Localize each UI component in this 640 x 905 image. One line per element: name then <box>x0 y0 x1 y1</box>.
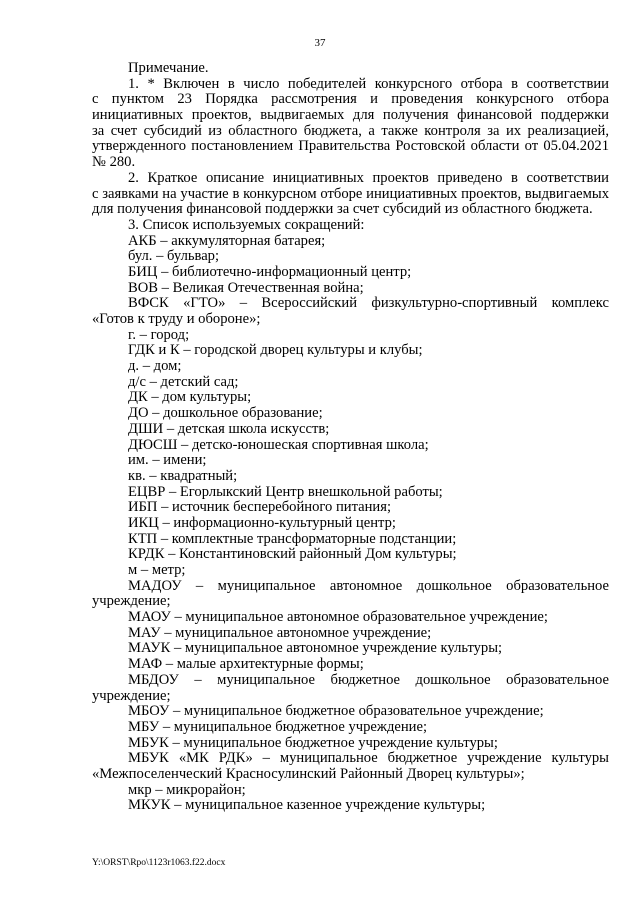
text-line: инициативных проектов, выдвигаемых для получения финансовой поддержки <box>92 108 609 124</box>
text-line: ЕЦВР – Егорлыкский Центр внешкольной работы; <box>128 483 443 500</box>
text-line: МАДОУ – муниципальное автономное дошкольное образовательное <box>128 578 609 594</box>
text-line: КРДК – Константиновский районный Дом культуры; <box>128 546 457 563</box>
text-line: 2. Краткое описание инициативных проектов приведено в соответствии <box>128 170 609 186</box>
text-line: для получения финансовой поддержки за счет субсидий из областного бюджета. <box>92 201 593 218</box>
text-line: МАУ – муниципальное автономное учреждение; <box>128 624 432 641</box>
text-line: МКУК – муниципальное казенное учреждение культуры; <box>128 797 486 814</box>
text-line: ДК – дом культуры; <box>128 389 252 406</box>
text-line: с заявками на участие в конкурсном отборе инициативных проектов, выдвигаемых <box>92 186 609 202</box>
text-line: ГДК и К – городской дворец культуры и клубы; <box>128 342 423 359</box>
text-line: ВФСК «ГТО» – Всероссийский физкультурно-спортивный комплекс <box>128 296 609 312</box>
text-line: МБУК – муниципальное бюджетное учреждение культуры; <box>128 734 498 751</box>
text-line: учреждение; <box>92 593 171 610</box>
text-line: бул. – бульвар; <box>128 248 220 265</box>
text-line: КТП – комплектные трансформаторные подстанции; <box>128 530 457 547</box>
text-line: «Готов к труду и обороне»; <box>92 311 261 327</box>
text-line: МАОУ – муниципальное автономное образовательное учреждение; <box>128 609 548 626</box>
text-line: мкр – микрорайон; <box>128 781 246 798</box>
text-line: д. – дом; <box>128 358 182 375</box>
text-line: утвержденного постановлением Правительства Ростовской области от 05.04.2021 <box>92 139 609 155</box>
text-line: с пунктом 23 Порядка рассмотрения и проведения конкурсного отбора <box>92 92 609 108</box>
text-line: ИКЦ – информационно-культурный центр; <box>128 514 396 531</box>
text-line: ДШИ – детская школа искусств; <box>128 420 330 437</box>
text-line: БИЦ – библиотечно-информационный центр; <box>128 263 412 280</box>
text-line: учреждение; <box>92 687 171 704</box>
text-line: МБУК «МК РДК» – муниципальное бюджетное учреждение культуры <box>128 751 609 767</box>
text-line: ВОВ – Великая Отечественная война; <box>128 279 364 296</box>
text-line: м – метр; <box>128 562 186 578</box>
text-line: МАФ – малые архитектурные формы; <box>128 656 364 673</box>
document-body <box>92 61 609 814</box>
text-line: МБДОУ – муниципальное бюджетное дошкольное образовательное <box>128 672 609 688</box>
text-line: 1. * Включен в число победителей конкурсного отбора в соответствии <box>128 76 609 92</box>
text-line: ДЮСШ – детско-юношеская спортивная школа; <box>128 436 429 453</box>
text-line: ДО – дошкольное образование; <box>128 405 323 422</box>
file-path-footer: Y:\ORST\Rpo\1123r1063.f22.docx <box>92 858 226 868</box>
text-line: д/с – детский сад; <box>128 373 239 390</box>
text-line: кв. – квадратный; <box>128 467 238 484</box>
text-line: МБУ – муниципальное бюджетное учреждение; <box>128 718 428 735</box>
text-line: МАУК – муниципальное автономное учреждение культуры; <box>128 640 503 657</box>
text-line: № 280. <box>92 154 136 171</box>
text-line: Примечание. <box>128 60 209 76</box>
text-line: «Межпоселенческий Красносулинский Районный Дворец культуры»; <box>92 765 525 782</box>
text-line: МБОУ – муниципальное бюджетное образовательное учреждение; <box>128 703 544 720</box>
text-line: 3. Список используемых сокращений: <box>128 216 365 233</box>
text-line: АКБ – аккумуляторная батарея; <box>128 232 326 249</box>
text-line: г. – город; <box>128 326 190 343</box>
page-number: 37 <box>314 37 326 49</box>
text-line: за счет субсидий из областного бюджета, а также контроля за их реализацией, <box>92 123 609 139</box>
text-line: ИБП – источник бесперебойного питания; <box>128 499 392 516</box>
text-line: им. – имени; <box>128 452 207 469</box>
